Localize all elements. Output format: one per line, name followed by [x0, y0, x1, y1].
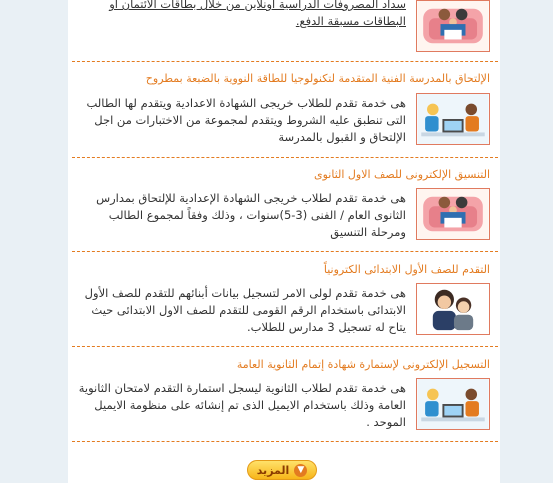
- service-thumbnail: [416, 283, 490, 335]
- students-laptops-icon: [417, 379, 489, 429]
- divider: [72, 157, 498, 158]
- service-item-thanaweya-registration[interactable]: [72, 354, 498, 440]
- reading-family-icon: [417, 189, 489, 239]
- divider: [72, 441, 498, 442]
- service-item-primary-enrollment[interactable]: [72, 259, 498, 345]
- divider: [72, 61, 498, 62]
- service-item-secondary-coordination[interactable]: [72, 164, 498, 250]
- service-title[interactable]: التقدم للصف الأول الابتدائى الكترونياً: [323, 263, 490, 276]
- divider: [72, 251, 498, 252]
- service-description: هى خدمة تقدم لولى الامر لتسجيل بيانات أبنائهم للتقدم للصف الأول الابتدائى باستخدام الرقم القومى للتقدم للصف الاول الابتدائى حيث يتاح له تسجيل 3 مدارس للطلاب.: [84, 286, 406, 334]
- service-item-nuclear-school[interactable]: [72, 68, 498, 156]
- service-thumbnail: [416, 378, 490, 430]
- parent-child-icon: [417, 284, 489, 334]
- service-description: سداد المصروفات الدراسية اونلاين من خلال بطاقات الائتمان او البطاقات مسبقة الدفع.: [109, 0, 406, 28]
- service-title[interactable]: التسجيل الإلكترونى لإستمارة شهادة إتمام الثانوية العامة: [236, 358, 490, 371]
- chevron-down-icon: ▼: [294, 464, 307, 477]
- more-button-wrapper: [247, 460, 317, 483]
- service-description: هى خدمة تقدم لطلاب خريجى الشهادة الإعدادية للإلتحاق بمدارس الثانوى العام / الفنى (3-5)سنوات ، وذلك وفقاً لمجموع الطالب ومرحلة التنسيق: [96, 191, 406, 239]
- service-thumbnail: [416, 0, 490, 52]
- more-button[interactable]: [247, 460, 317, 480]
- service-thumbnail: [416, 93, 490, 145]
- service-description: هى خدمة تقدم للطلاب خريجى الشهادة الاعدادية ويتقدم لها الطالب التى تنطبق عليه الشروط ويتقدم لمجموعة من الاختبارات من اجل الإلتحاق و القبول بالمدرسة: [86, 96, 406, 144]
- service-thumbnail: [416, 188, 490, 240]
- service-item-fees-payment[interactable]: [72, 0, 498, 58]
- service-title[interactable]: الإلتحاق بالمدرسة الفنية المتقدمة لتكنولوجيا للطاقة النووية بالضبعة بمطروح: [145, 72, 490, 85]
- reading-family-icon: [417, 1, 489, 51]
- divider: [72, 346, 498, 347]
- more-button-label: المزيد: [256, 463, 290, 477]
- service-title[interactable]: التنسيق الإلكترونى للصف الاول الثانوى: [313, 168, 490, 181]
- students-laptops-icon: [417, 94, 489, 144]
- service-description: هى خدمة تقدم لطلاب الثانوية ليسجل استمارة التقدم لامتحان الثانوية العامة وذلك باستخدام الايميل الذى تم إنشائه على منظومة الايميل الموحد .: [78, 381, 406, 429]
